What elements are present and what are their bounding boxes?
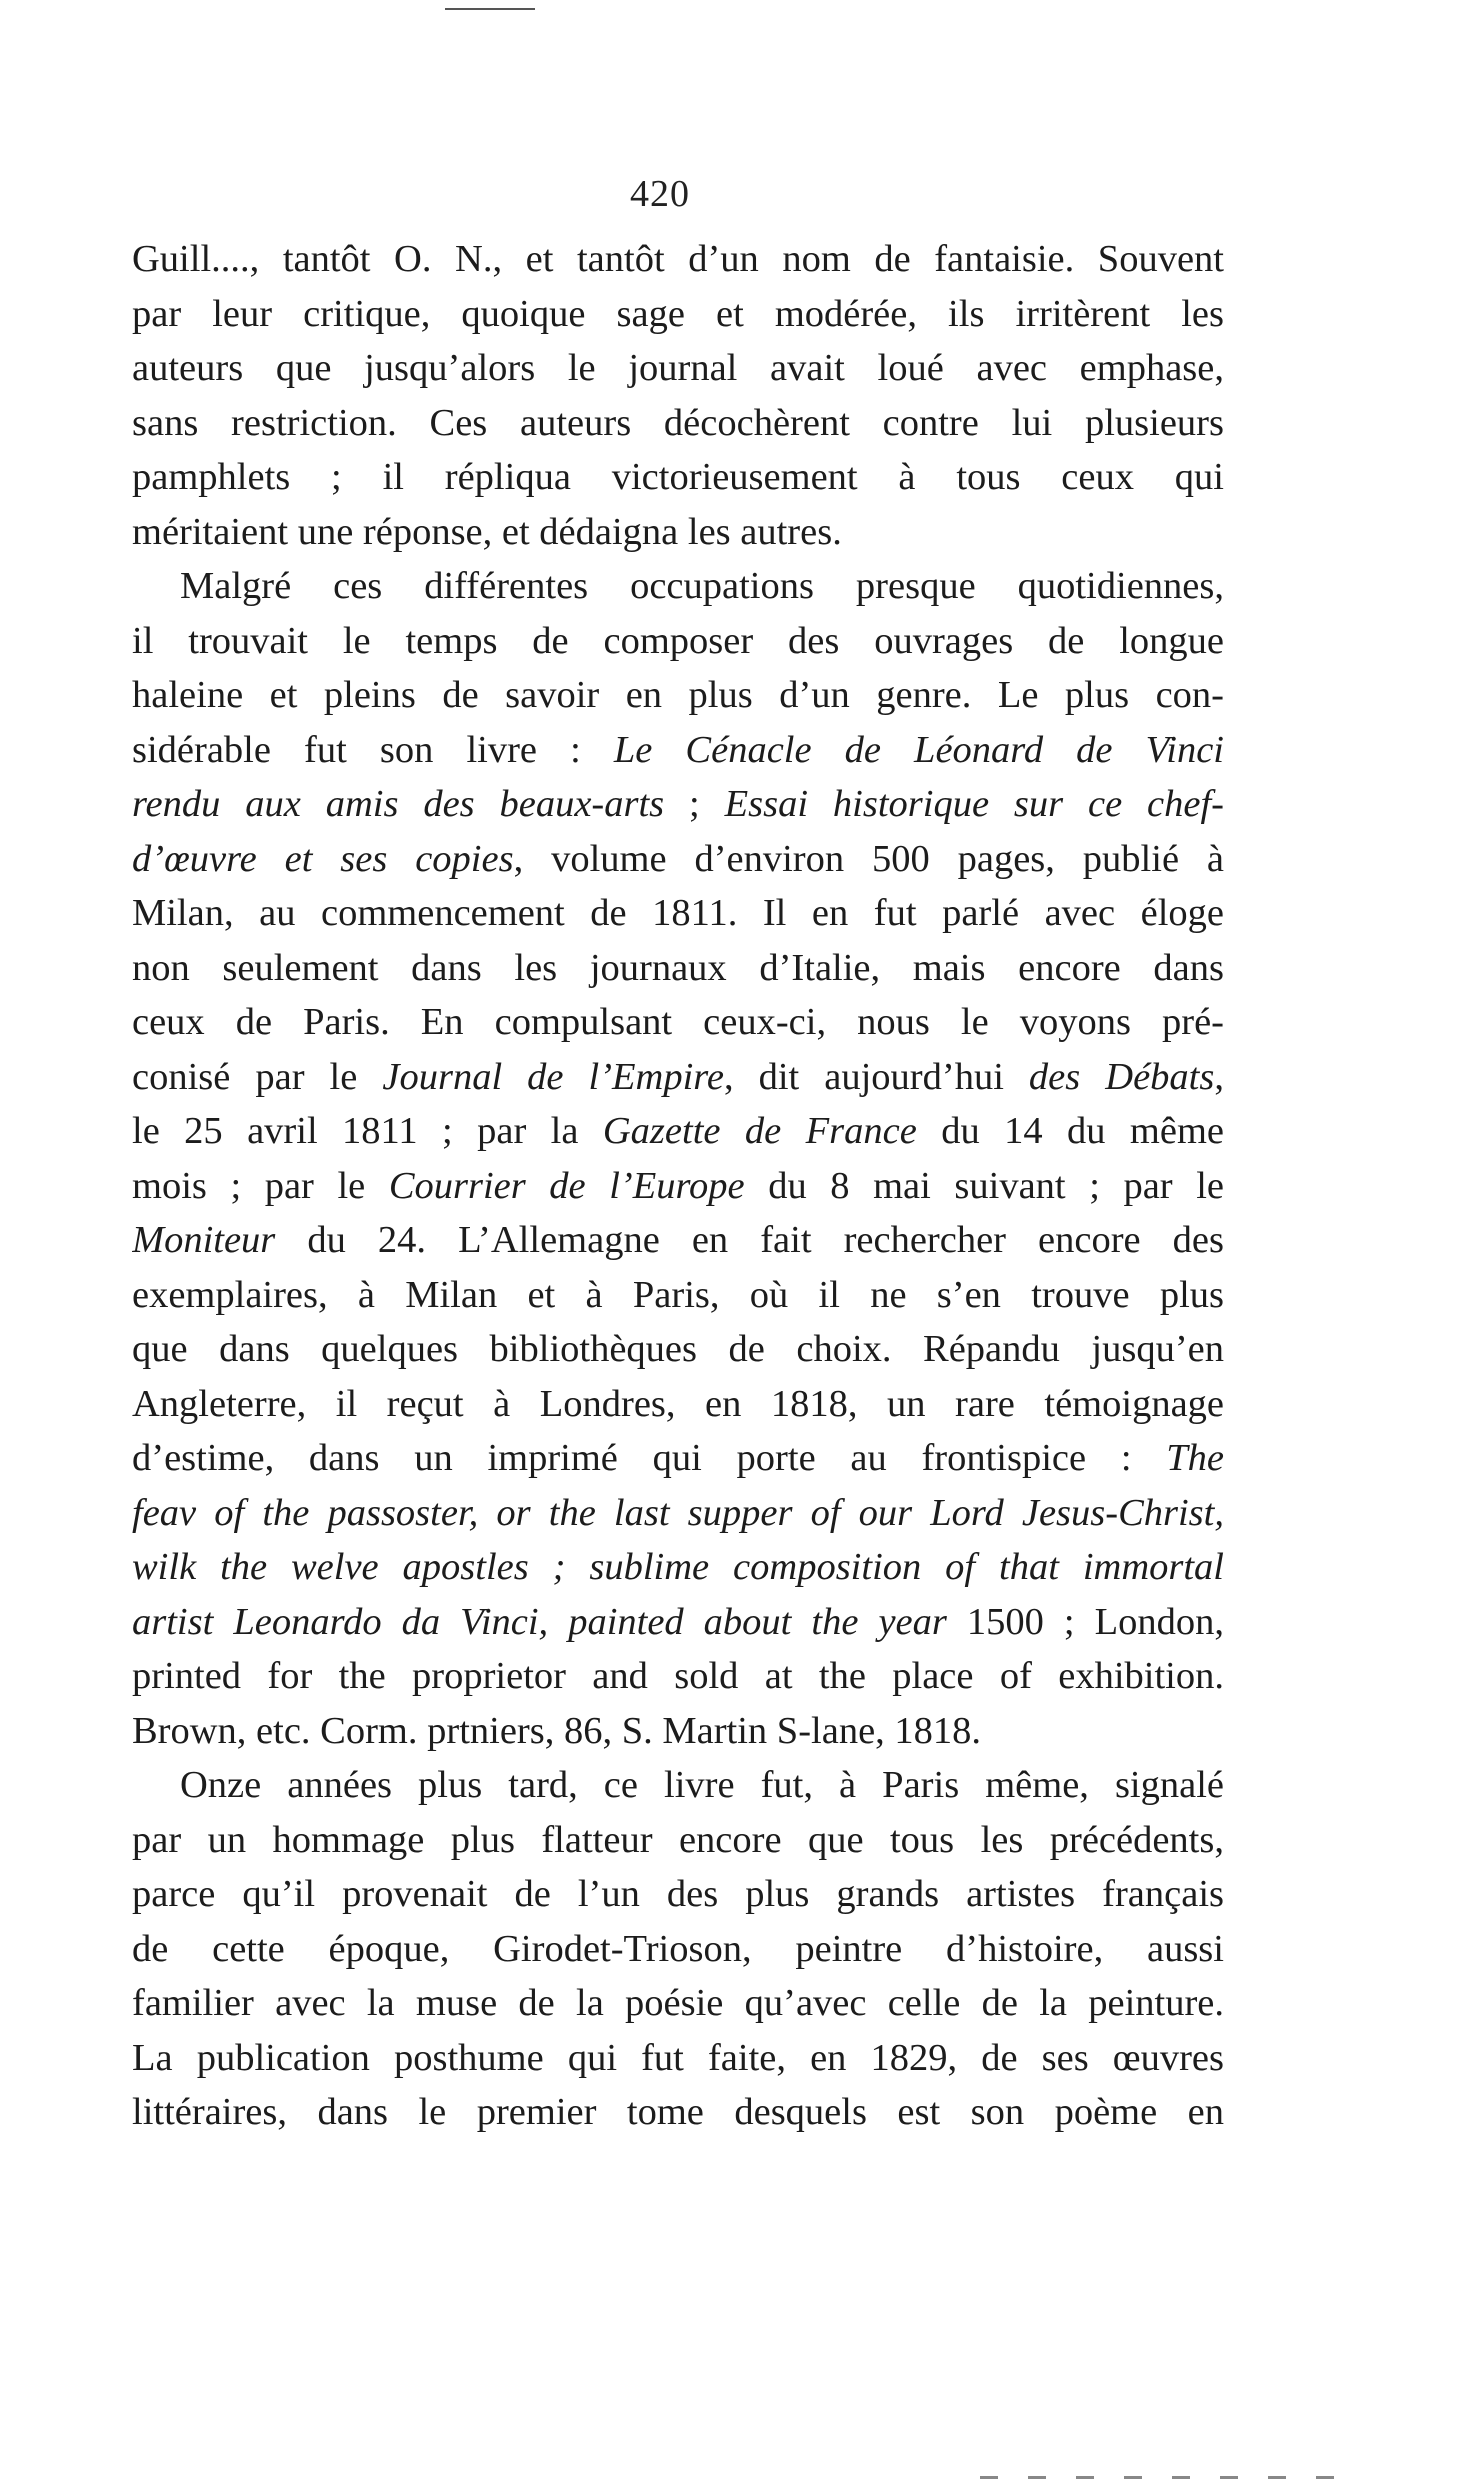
italic-text: d’œuvre et ses copies (132, 837, 514, 880)
text-line (132, 232, 1224, 287)
italic-text: des Débats (1028, 1055, 1215, 1098)
text-line (132, 1486, 1224, 1541)
bottom-edge-marks (980, 2476, 1360, 2479)
text-line (132, 1649, 1224, 1704)
page-number: 420 (630, 173, 690, 215)
italic-text: Courrier de l’Europe (388, 1164, 745, 1207)
text-segment: ; (664, 783, 725, 825)
text-line (132, 1268, 1224, 1323)
text-line (132, 1540, 1224, 1595)
text-line (132, 287, 1224, 342)
text-line (132, 777, 1224, 832)
text-segment: La publication posthume qui fut faite, en 1829, de ses œuvres (132, 2036, 1224, 2079)
text-segment: parce qu’il provenait de l’un des plus grands artistes français (132, 1873, 1224, 1915)
italic-text: feav of the passoster, or the last supper of our Lord Jesus-Christ, (132, 1491, 1224, 1534)
text-line (132, 1104, 1224, 1159)
italic-text: Le Cénacle de Léonard de Vinci (613, 728, 1224, 771)
italic-text: Moniteur (132, 1219, 276, 1261)
text-segment: Malgré ces différentes occupations presque quotidiennes, (180, 565, 1224, 607)
text-line (132, 1322, 1224, 1377)
italic-text: Essai historique sur ce chef- (724, 783, 1224, 825)
text-segment: Onze années plus tard, ce livre fut, à Paris même, signalé (180, 1764, 1224, 1806)
text-line (132, 941, 1224, 996)
text-segment: par leur critique, quoique sage et modérée, ils irritèrent les (132, 292, 1224, 335)
text-segment: il trouvait le temps de composer des ouvrages de longue (132, 619, 1224, 662)
text-line (132, 1704, 1224, 1759)
text-segment: haleine et pleins de savoir en plus d’un genre. Le plus con- (132, 674, 1224, 716)
italic-text: rendu aux amis des beaux-arts (132, 783, 665, 825)
text-segment: printed for the proprietor and sold at the place of exhibition. (132, 1655, 1224, 1697)
text-segment: du 24. L’Allemagne en fait rechercher encore des (275, 1219, 1224, 1261)
text-line (132, 1813, 1224, 1868)
text-line (132, 995, 1224, 1050)
text-segment: que dans quelques bibliothèques de choix. Répandu jusqu’en (132, 1328, 1224, 1370)
italic-text: artist Leonardo da Vinci, painted about the year (132, 1600, 947, 1643)
text-segment: de cette époque, Girodet-Trioson, peintre d’histoire, aussi (132, 1927, 1224, 1970)
text-segment: non seulement dans les journaux d’Italie, mais encore dans (132, 946, 1224, 989)
text-segment: Brown, etc. Corm. prtniers, 86, S. Martin S-lane, 1818. (132, 1709, 982, 1752)
text-segment: littéraires, dans le premier tome desquels est son poème en (132, 2091, 1224, 2133)
text-line (132, 886, 1224, 941)
text-segment: , volume d’environ 500 pages, publié à (513, 837, 1224, 880)
text-segment: d’estime, dans un imprimé qui porte au frontispice : (132, 1437, 1167, 1479)
text-segment: Milan, au commencement de 1811. Il en fut parlé avec éloge (132, 892, 1224, 934)
italic-text: wilk the welve apostles ; sublime composition of that immortal (132, 1546, 1224, 1588)
top-edge-rule (445, 8, 535, 10)
text-segment: ceux de Paris. En compulsant ceux-ci, nous le voyons pré- (132, 1001, 1224, 1043)
text-segment: méritaient une réponse, et dédaigna les autres. (132, 510, 842, 553)
text-line (132, 2085, 1224, 2140)
text-segment: auteurs que jusqu’alors le journal avait loué avec emphase, (132, 347, 1224, 389)
text-line (132, 1867, 1224, 1922)
text-segment: sidérable fut son livre : (132, 728, 614, 771)
text-segment: 1500 ; London, (946, 1600, 1224, 1643)
text-segment: , (1214, 1055, 1224, 1098)
text-line (132, 723, 1224, 778)
text-segment: par un hommage plus flatteur encore que tous les précédents, (132, 1818, 1224, 1861)
text-line (132, 1431, 1224, 1486)
text-line (132, 1213, 1224, 1268)
italic-text: The (1166, 1437, 1224, 1479)
text-segment: le 25 avril 1811 ; par la (132, 1110, 603, 1152)
text-line (132, 832, 1224, 887)
text-line (132, 1758, 1224, 1813)
text-segment: pamphlets ; il répliqua victorieusement à tous ceux qui (132, 456, 1224, 498)
text-segment: du 8 mai suivant ; par le (744, 1164, 1224, 1207)
text-line (132, 559, 1224, 614)
text-line (132, 1976, 1224, 2031)
text-line (132, 1377, 1224, 1432)
text-line (132, 1595, 1224, 1650)
text-segment: sans restriction. Ces auteurs décochèrent contre lui plusieurs (132, 401, 1224, 444)
body-text (132, 232, 1224, 2140)
text-segment: du 14 du même (916, 1110, 1224, 1152)
text-line (132, 1922, 1224, 1977)
text-segment: Guill...., tantôt O. N., et tantôt d’un nom de fantaisie. Souvent (132, 238, 1224, 280)
text-line (132, 668, 1224, 723)
text-line (132, 396, 1224, 451)
text-segment: familier avec la muse de la poésie qu’avec celle de la peinture. (132, 1982, 1224, 2024)
text-line (132, 341, 1224, 396)
text-line (132, 614, 1224, 669)
text-segment: , dit aujourd’hui (723, 1055, 1029, 1098)
text-segment: conisé par le (132, 1055, 383, 1098)
italic-text: Journal de l’Empire (382, 1055, 724, 1098)
text-segment: Angleterre, il reçut à Londres, en 1818, un rare témoignage (132, 1382, 1224, 1425)
text-line (132, 2031, 1224, 2086)
italic-text: Gazette de France (602, 1110, 917, 1152)
text-line (132, 505, 1224, 560)
text-line (132, 450, 1224, 505)
text-line (132, 1159, 1224, 1214)
text-segment: exemplaires, à Milan et à Paris, où il ne s’en trouve plus (132, 1273, 1224, 1316)
text-line (132, 1050, 1224, 1105)
text-segment: mois ; par le (132, 1164, 389, 1207)
